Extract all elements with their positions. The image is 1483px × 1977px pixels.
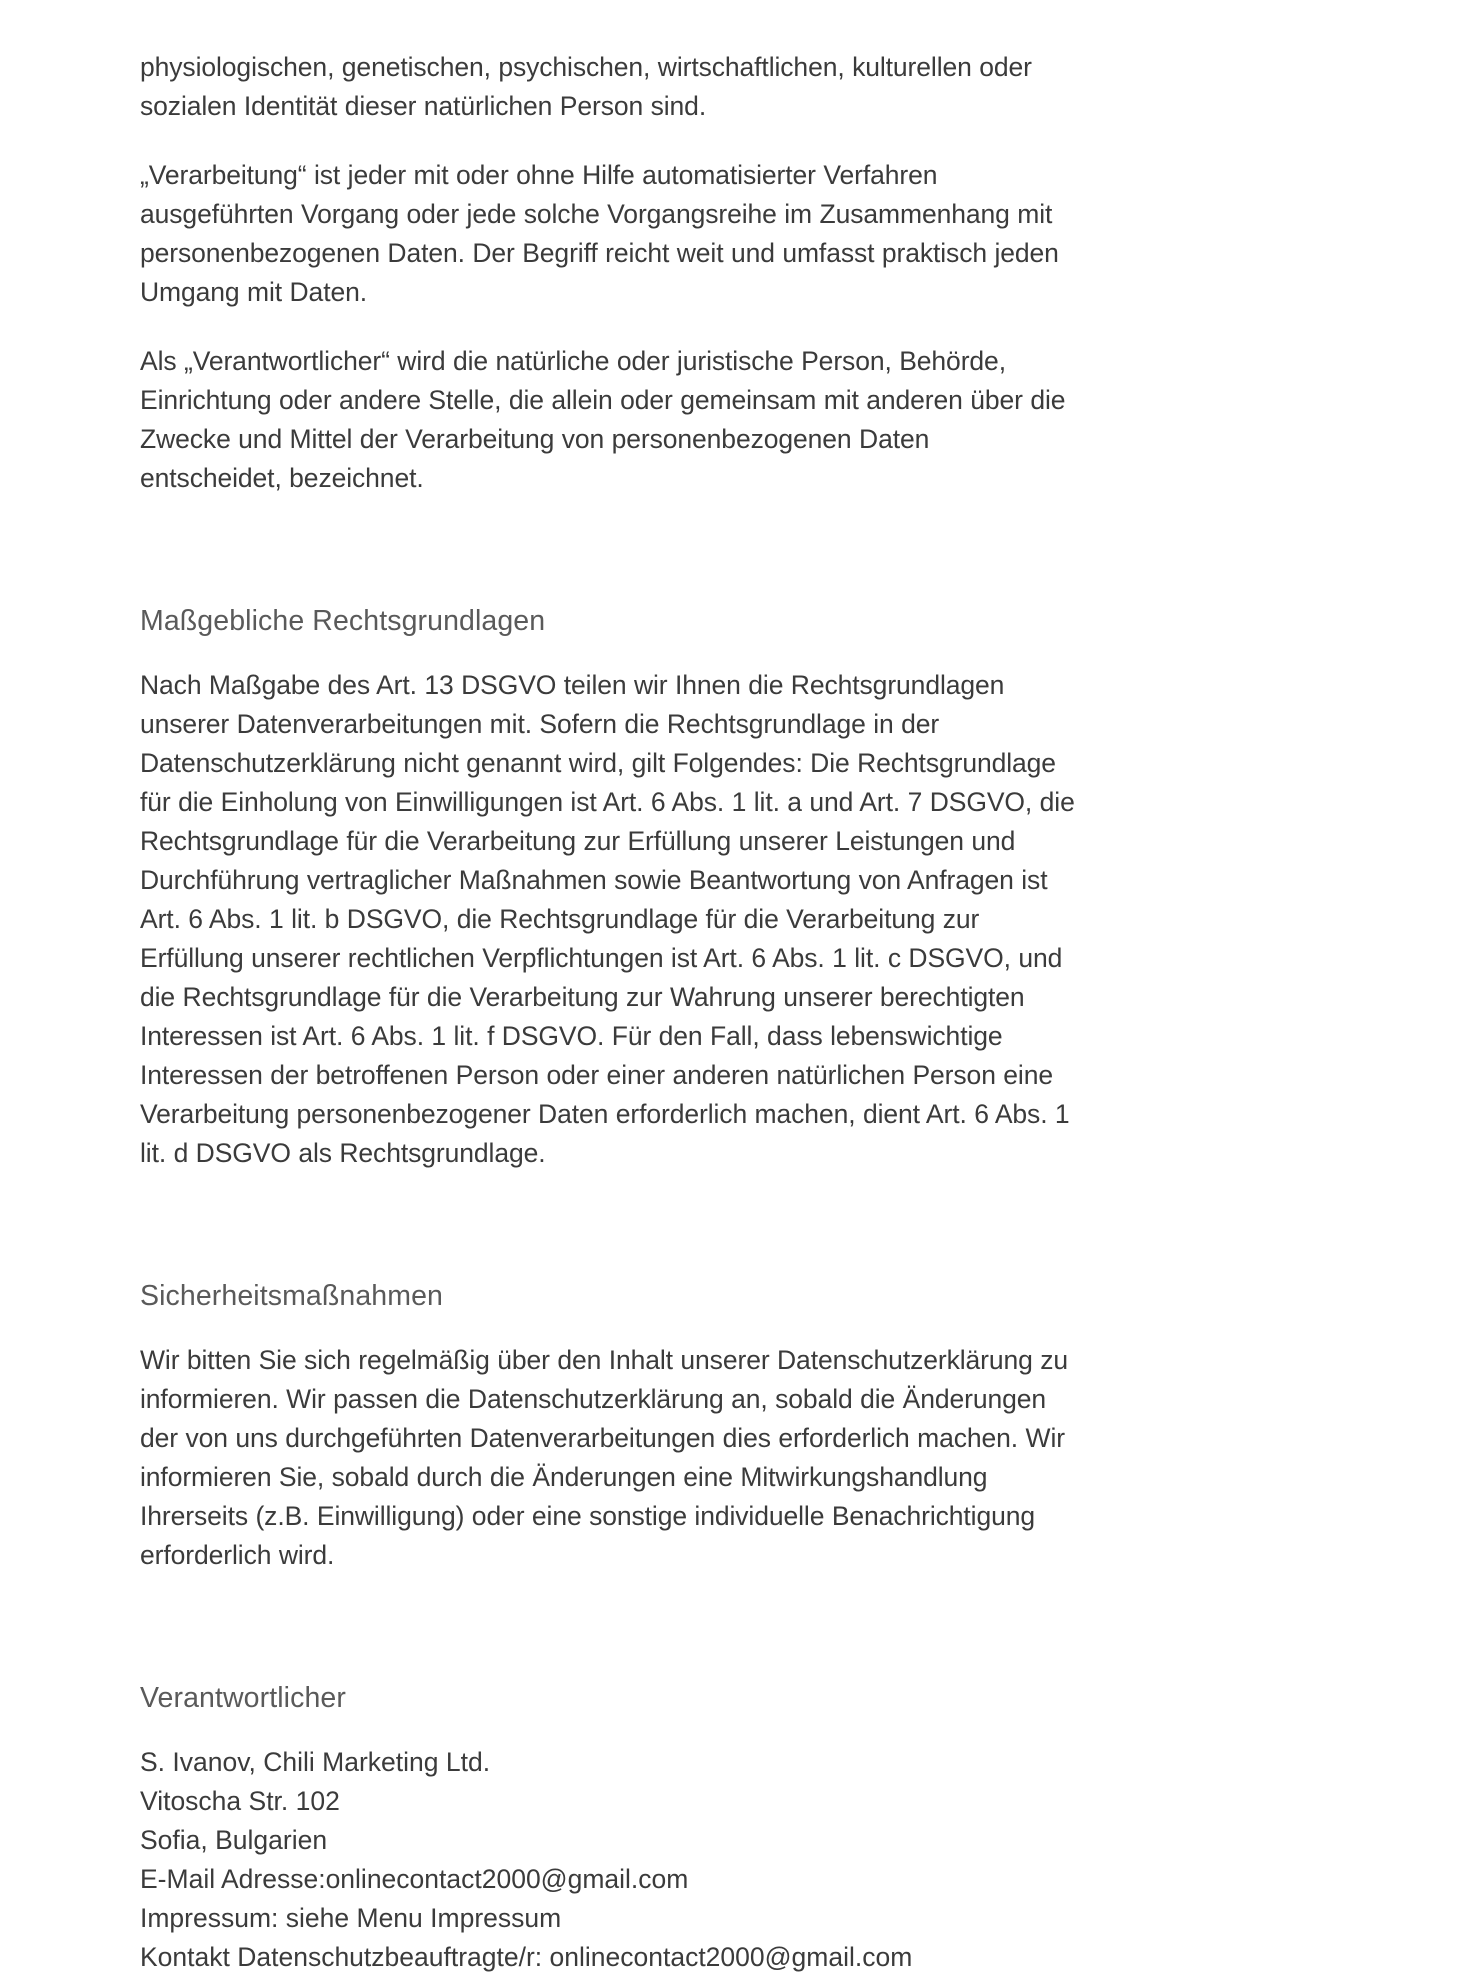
paragraph-verantwortlicher-definition: Als „Verantwortlicher“ wird die natürliche oder juristische Person, Behörde, Einrichtung oder andere Stelle, die allein oder gemeinsam mit anderen über die Zwecke und Mittel der Verarbeitung von personenbezogenen Daten entscheidet, bezeichnet. <box>140 346 1066 493</box>
paragraph-rechtsgrundlagen: Nach Maßgabe des Art. 13 DSGVO teilen wir Ihnen die Rechtsgrundlagen unserer Datenverarbeitungen mit. Sofern die Rechtsgrundlage in der Datenschutzerklärung nicht genannt wird, gilt Folgendes: Die Rechtsgrundlage für die Einholung von Einwilligungen ist Art. 6 Abs. 1 lit. a und Art. 7 DSGVO, die Rechtsgrundlage für die Verarbeitung zur Erfüllung unserer Leistungen und Durchführung vertraglicher Maßnahmen sowie Beantwortung von Anfragen ist Art. 6 Abs. 1 lit. b DSGVO, die Rechtsgrundlage für die Verarbeitung zur Erfüllung unserer rechtlichen Verpflichtungen ist Art. 6 Abs. 1 lit. c DSGVO, und die Rechtsgrundlage für die Verarbeitung zur Wahrung unserer berechtigten Interessen ist Art. 6 Abs. 1 lit. f DSGVO. Für den Fall, dass lebenswichtige Interessen der betroffenen Person oder einer anderen natürlichen Person eine Verarbeitung personenbezogener Daten erforderlich machen, dient Art. 6 Abs. 1 lit. d DSGVO als Rechtsgrundlage. <box>140 670 1075 1168</box>
paragraph-verarbeitung: „Verarbeitung“ ist jeder mit oder ohne Hilfe automatisierter Verfahren ausgeführten Vorgang oder jede solche Vorgangsreihe im Zusammenhang mit personenbezogenen Daten. Der Begriff reicht weit und umfasst praktisch jeden Umgang mit Daten. <box>140 160 1059 307</box>
section-spacer <box>140 1605 1075 1679</box>
contact-company: S. Ivanov, Chili Marketing Ltd. <box>140 1747 491 1777</box>
section-spacer <box>140 1203 1075 1277</box>
heading-massgebliche-rechtsgrundlagen: Maßgebliche Rechtsgrundlagen <box>140 605 546 637</box>
heading-sicherheitsmassnahmen: Sicherheitsmaßnahmen <box>140 1280 443 1312</box>
paragraph-identitaet: physiologischen, genetischen, psychischen, wirtschaftlichen, kulturellen oder sozialen Identität dieser natürlichen Person sind. <box>140 52 1032 121</box>
contact-city: Sofia, Bulgarien <box>140 1825 328 1855</box>
contact-data-protection-officer: Kontakt Datenschutzbeauftragte/r: onlinecontact2000@gmail.com <box>140 1942 913 1972</box>
contact-block <box>140 1743 1075 1977</box>
contact-impressum: Impressum: siehe Menu Impressum <box>140 1903 562 1933</box>
contact-email: E-Mail Adresse:onlinecontact2000@gmail.com <box>140 1864 689 1894</box>
contact-street: Vitoscha Str. 102 <box>140 1786 340 1816</box>
document-body <box>140 48 1075 1977</box>
section-spacer <box>140 528 1075 602</box>
paragraph-sicherheitsmassnahmen: Wir bitten Sie sich regelmäßig über den Inhalt unserer Datenschutzerklärung zu informieren. Wir passen die Datenschutzerklärung an, sobald die Änderungen der von uns durchgeführten Datenverarbeitungen dies erforderlich machen. Wir informieren Sie, sobald durch die Änderungen eine Mitwirkungshandlung Ihrerseits (z.B. Einwilligung) oder eine sonstige individuelle Benachrichtigung erforderlich wird. <box>140 1345 1069 1570</box>
heading-verantwortlicher: Verantwortlicher <box>140 1682 346 1714</box>
